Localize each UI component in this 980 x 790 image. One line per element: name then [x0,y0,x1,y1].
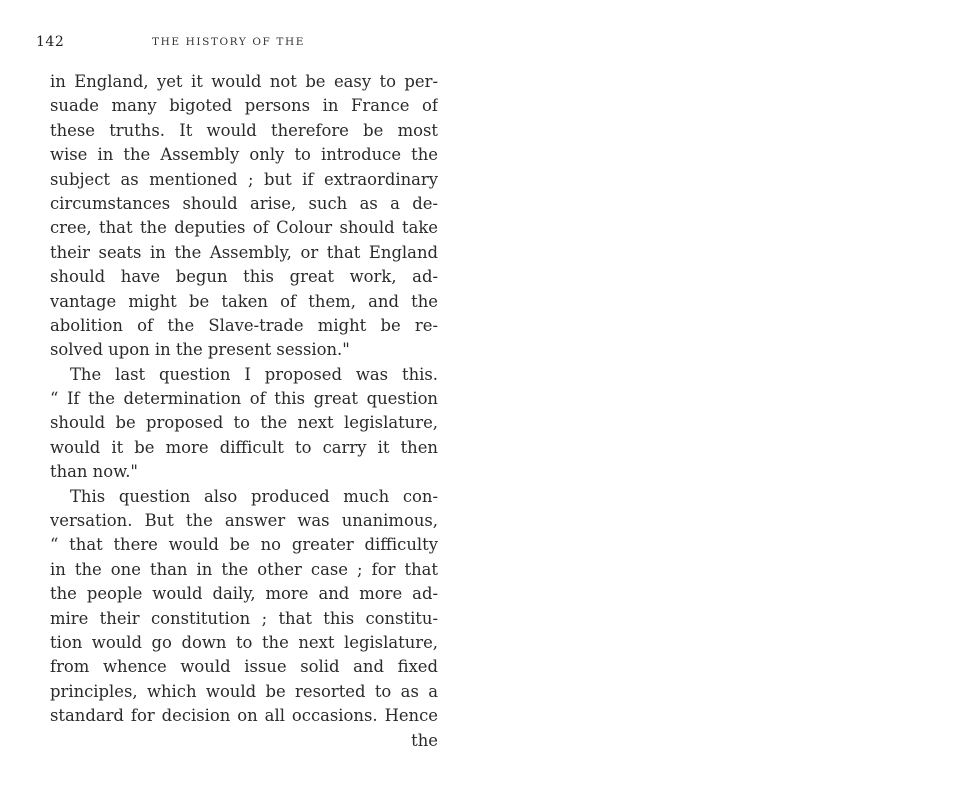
text-line: from whence would issue solid and fixed [50,657,438,677]
left-page-number: 142 [36,34,65,50]
text-line: in England, yet it would not be easy to per- [50,72,438,91]
text-line: wise in the Assembly only to introduce the [50,145,438,165]
text-line: the people would daily, more and more ad- [50,584,438,604]
text-line: principles, which would be resorted to as a [50,681,438,701]
text-line: circumstances should arise, such as a de- [50,193,438,213]
text-line: versation. But the answer was unanimous, [50,511,438,531]
text-line: standard for decision on all occasions. Hence [50,706,438,726]
text-line: their seats in the Assembly, or that England [50,242,438,262]
text-line: vantage might be taken of them, and the [50,291,438,311]
text-line: in the one than in the other case ; for that [50,559,438,579]
right-page [490,0,980,790]
text-line: solved upon in the present session." [50,340,350,360]
text-line: would it be more difficult to carry it then [50,437,438,457]
text-line: abolition of the Slave-trade might be re- [50,315,438,335]
left-running-head: THE HISTORY OF THE [152,36,305,48]
text-line: should be proposed to the next legislature, [50,413,438,433]
text-line: subject as mentioned ; but if extraordinary [50,169,438,189]
text-line: than now." [50,462,138,482]
text-line: mire their constitution ; that this constitu- [50,608,438,628]
text-line: tion would go down to the next legislature, [50,632,438,652]
text-line: The last question I proposed was this. [70,364,438,384]
text-line: “ If the determination of this great question [50,389,438,409]
left-text-block [50,70,438,753]
text-line: This question also produced much con- [70,486,438,506]
catchword: the [411,730,438,750]
text-line: “ that there would be no greater difficulty [50,535,438,555]
text-line: suade many bigoted persons in France of [50,96,438,116]
text-line: these truths. It would therefore be most [50,120,438,140]
text-line: should have begun this great work, ad- [50,267,438,287]
text-line: cree, that the deputies of Colour should take [50,218,438,238]
